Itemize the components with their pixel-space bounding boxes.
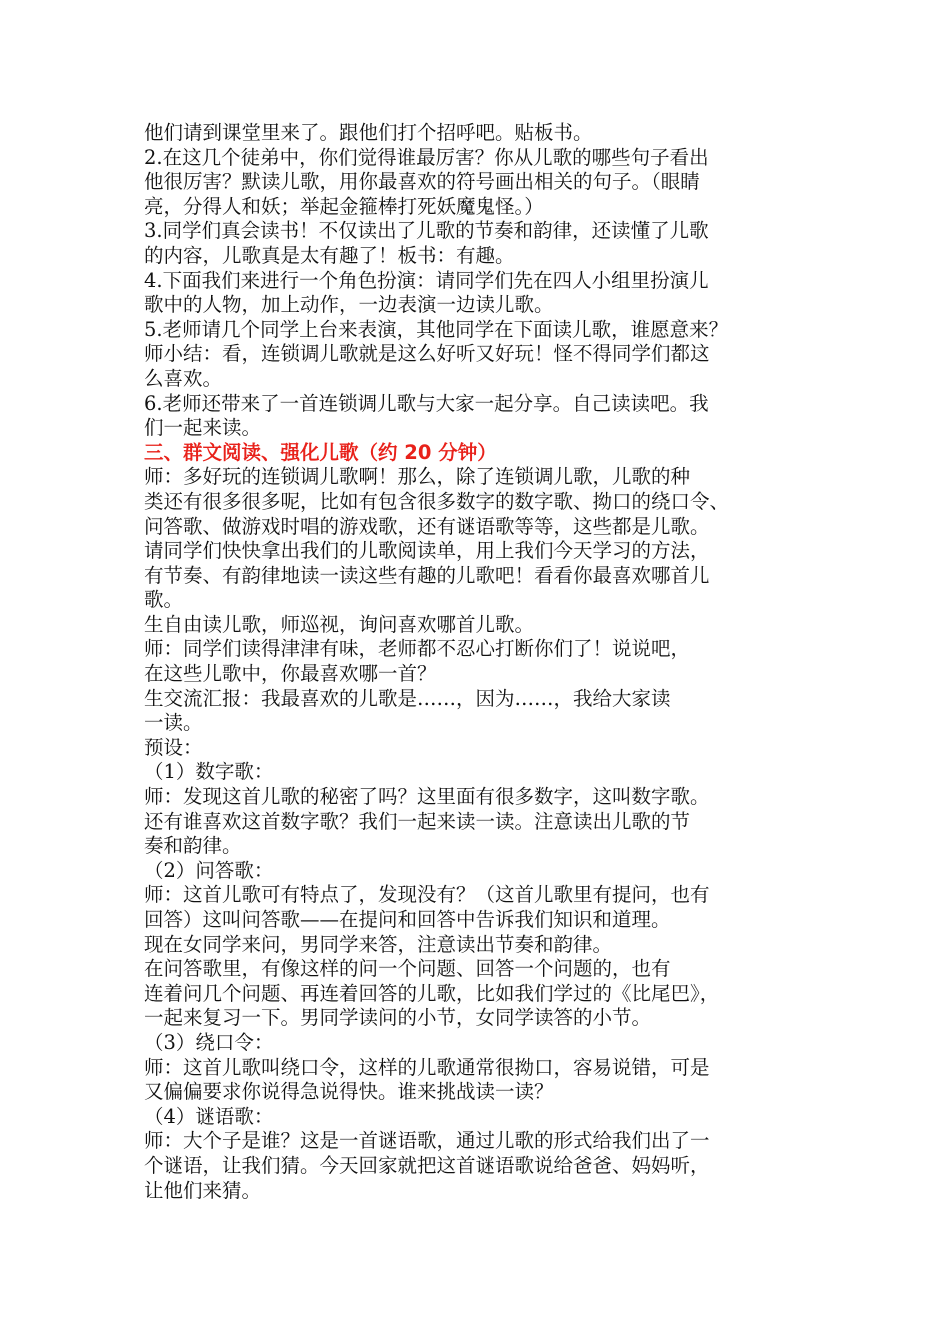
section-heading: 三、群文阅读、强化儿歌（约 20 分钟） (144, 440, 497, 464)
text-line: 生自由读儿歌，师巡视，询问喜欢哪首儿歌。 (144, 612, 535, 636)
text-line: 类还有很多很多呢，比如有包含很多数字的数字歌、拗口的绕口令、 (144, 489, 730, 513)
text-line: 3.同学们真会读书！不仅读出了儿歌的节奏和韵律，还读懂了儿歌 (144, 219, 709, 243)
text-line: 一读。 (144, 711, 203, 735)
text-line: 他很厉害？默读儿歌，用你最喜欢的符号画出相关的句子。（眼睛 (144, 170, 700, 194)
text-line: 歌中的人物，加上动作，一边表演一边读儿歌。 (144, 293, 554, 317)
text-line: 在问答歌里，有像这样的问一个问题、回答一个问题的，也有 (144, 957, 671, 981)
text-line: （4）谜语歌： (144, 1104, 274, 1128)
text-line: 现在女同学来问，男同学来答，注意读出节奏和韵律。 (144, 932, 613, 956)
text-line: 在这些儿歌中，你最喜欢哪一首？ (144, 662, 437, 686)
text-line: 还有谁喜欢这首数字歌？我们一起来读一读。注意读出儿歌的节 (144, 809, 691, 833)
text-line: 师：这首儿歌可有特点了，发现没有？（这首儿歌里有提问，也有 (144, 883, 710, 907)
text-line: 师：同学们读得津津有味，老师都不忍心打断你们了！说说吧， (144, 637, 691, 661)
text-line: 6.老师还带来了一首连锁调儿歌与大家一起分享。自己读读吧。我 (144, 391, 709, 415)
text-line: 师：这首儿歌叫绕口令，这样的儿歌通常很拗口，容易说错，可是 (144, 1055, 710, 1079)
text-line: （3）绕口令： (144, 1030, 274, 1054)
text-line: 有节奏、有韵律地读一读这些有趣的儿歌吧！看看你最喜欢哪首儿 (144, 563, 710, 587)
text-line: 亮，分得人和妖；举起金箍棒打死妖魔鬼怪。） (144, 194, 544, 218)
text-line: 又偏偏要求你说得急说得快。谁来挑战读一读？ (144, 1080, 554, 1104)
text-line: 么喜欢。 (144, 366, 223, 390)
text-line: 师：多好玩的连锁调儿歌啊！那么，除了连锁调儿歌，儿歌的种 (144, 465, 691, 489)
text-line: 预设： (144, 735, 203, 759)
text-line: 们一起来读。 (144, 416, 262, 440)
text-line: （1）数字歌： (144, 760, 274, 784)
text-line: 师：大个子是谁？这是一首谜语歌，通过儿歌的形式给我们出了一 (144, 1129, 710, 1153)
text-line: 问答歌、做游戏时唱的游戏歌，还有谜语歌等等，这些都是儿歌。 (144, 514, 710, 538)
text-line: 奏和韵律。 (144, 834, 242, 858)
text-line: 生交流汇报：我最喜欢的儿歌是……，因为……，我给大家读 (144, 686, 671, 710)
text-line: 让他们来猜。 (144, 1178, 262, 1202)
text-line: 一起来复习一下。男同学读问的小节，女同学读答的小节。 (144, 1006, 652, 1030)
text-line: 的内容，儿歌真是太有趣了！板书：有趣。 (144, 243, 515, 267)
text-line: 4.下面我们来进行一个角色扮演：请同学们先在四人小组里扮演儿 (144, 268, 709, 292)
text-line: 师：发现这首儿歌的秘密了吗？这里面有很多数字，这叫数字歌。 (144, 785, 710, 809)
text-line: 连着问几个问题、再连着回答的儿歌，比如我们学过的《比尾巴》， (144, 981, 720, 1005)
text-line: 师小结：看，连锁调儿歌就是这么好听又好玩！怪不得同学们都这 (144, 342, 710, 366)
text-line: 2.在这几个徒弟中，你们觉得谁最厉害？你从儿歌的哪些句子看出 (144, 145, 709, 169)
text-line: 回答）这叫问答歌——在提问和回答中告诉我们知识和道理。 (144, 908, 671, 931)
text-line: 歌。 (144, 588, 184, 612)
text-line: 个谜语，让我们猜。今天回家就把这首谜语歌说给爸爸、妈妈听， (144, 1153, 710, 1177)
document-body (144, 121, 816, 1203)
text-line: 他们请到课堂里来了。跟他们打个招呼吧。贴板书。 (144, 121, 593, 144)
text-line: （2）问答歌： (144, 858, 274, 882)
text-line: 5.老师请几个同学上台来表演，其他同学在下面读儿歌，谁愿意来？ (144, 317, 729, 341)
text-line: 请同学们快快拿出我们的儿歌阅读单，用上我们今天学习的方法， (144, 539, 710, 563)
